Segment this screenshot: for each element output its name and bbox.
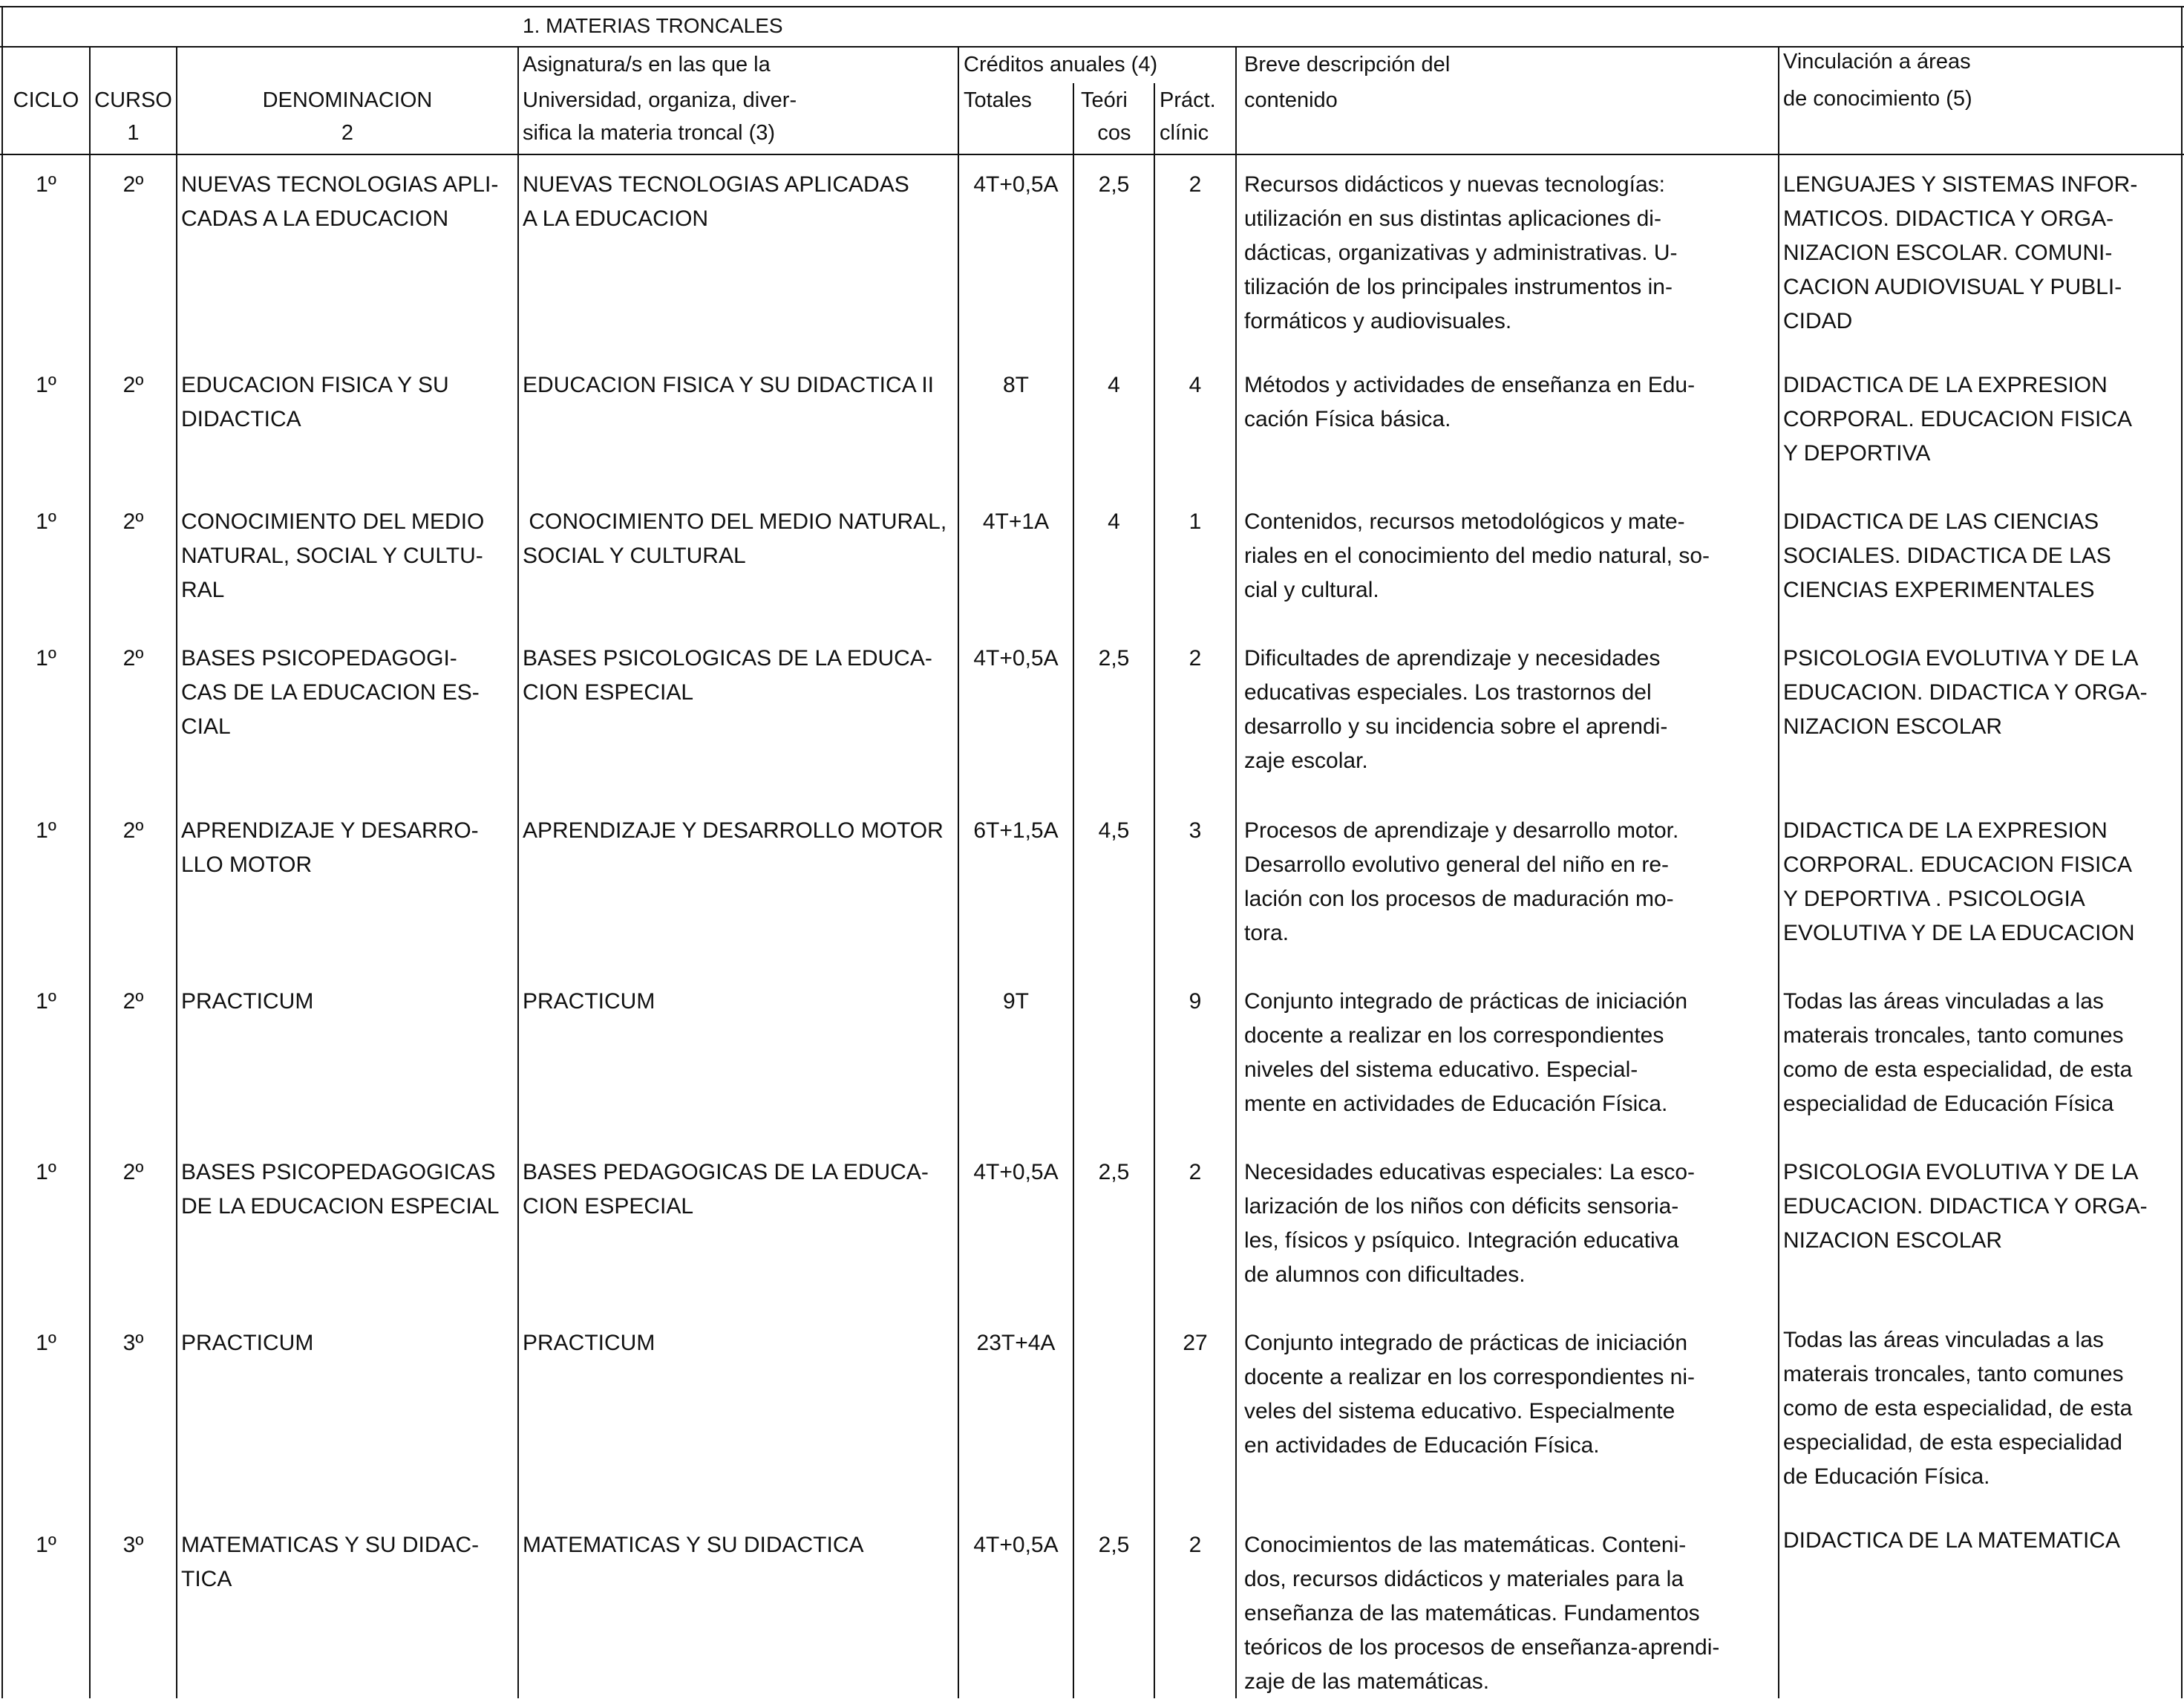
table-right-border: [2181, 6, 2183, 1698]
row-5-descripcion: Procesos de aprendizaje y desarrollo motor. Desarrollo evolutivo general del niño en re- lación con los procesos de maduración mo- tora.: [1244, 818, 1679, 945]
row-5-teoricos: 4,5: [1098, 818, 1130, 843]
row-4-curso: 2º: [122, 646, 144, 671]
col-sep-practicos: [1235, 48, 1237, 1698]
row-5-totales: 6T+1,5A: [973, 818, 1059, 843]
row-9-totales: 4T+0,5A: [973, 1533, 1059, 1557]
row-1-curso: 2º: [122, 172, 144, 197]
row-5-ciclo: 1º: [36, 818, 56, 843]
row-2-practicos: 4: [1189, 373, 1202, 397]
table-top-border: [0, 6, 2184, 7]
row-8-curso: 3º: [122, 1331, 144, 1355]
row-5-vinculacion: DIDACTICA DE LA EXPRESION CORPORAL. EDUCACION FISICA Y DEPORTIVA . PSICOLOGIA EVOLUTIVA Y DE LA EDUCACION: [1783, 818, 2135, 945]
row-2-descripcion: Métodos y actividades de enseñanza en Edu- cación Física básica.: [1244, 373, 1696, 431]
row-4-totales: 4T+0,5A: [973, 646, 1059, 671]
row-2-totales: 8T: [1002, 373, 1029, 397]
row-3-ciclo: 1º: [36, 509, 56, 534]
row-5-denominacion: APRENDIZAJE Y DESARRO- LLO MOTOR: [181, 818, 479, 877]
row-9-practicos: 2: [1189, 1533, 1202, 1557]
row-7-totales: 4T+0,5A: [973, 1160, 1059, 1184]
row-1-asignatura: NUEVAS TECNOLOGIAS APLICADAS A LA EDUCACION: [523, 172, 909, 231]
row-7-ciclo: 1º: [36, 1160, 56, 1184]
row-5-curso: 2º: [122, 818, 144, 843]
col-sep-denominacion: [517, 48, 519, 1698]
col-sep-descripcion: [1778, 48, 1779, 1698]
row-2-vinculacion: DIDACTICA DE LA EXPRESION CORPORAL. EDUCACION FISICA Y DEPORTIVA: [1783, 373, 2133, 466]
row-8-denominacion: PRACTICUM: [181, 1331, 314, 1355]
row-3-denominacion: CONOCIMIENTO DEL MEDIO NATURAL, SOCIAL Y CULTU- RAL: [181, 509, 485, 602]
row-6-totales: 9T: [1002, 989, 1029, 1014]
header-bottom-border: [0, 154, 2184, 155]
row-9-ciclo: 1º: [36, 1533, 56, 1557]
row-9-vinculacion: DIDACTICA DE LA MATEMATICA: [1783, 1528, 2120, 1553]
row-3-descripcion: Contenidos, recursos metodológicos y mate- riales en el conocimiento del medio natural, so- cial y cultural.: [1244, 509, 1710, 602]
header-vinculacion: Vinculación a áreas: [1783, 50, 1971, 74]
row-9-teoricos: 2,5: [1098, 1533, 1130, 1557]
header-curso: CURSO: [94, 88, 172, 112]
row-8-descripcion: Conjunto integrado de prácticas de iniciación docente a realizar en los correspondientes ni- veles del sistema educativo. Especialmente en actividades de Educación Física.: [1244, 1331, 1696, 1458]
header-descripcion: Breve descripción del: [1244, 53, 1451, 76]
col-sep-teoricos: [1154, 83, 1155, 1698]
row-3-practicos: 1: [1189, 509, 1202, 534]
row-2-denominacion: EDUCACION FISICA Y SU DIDACTICA: [181, 373, 449, 431]
row-1-practicos: 2: [1189, 172, 1202, 197]
row-8-ciclo: 1º: [36, 1331, 56, 1355]
row-6-denominacion: PRACTICUM: [181, 989, 314, 1014]
row-9-asignatura: MATEMATICAS Y SU DIDACTICA: [523, 1533, 864, 1557]
row-8-practicos: 27: [1183, 1331, 1208, 1355]
header-teoricos: Teóri: [1081, 88, 1128, 112]
header-asignatura-line-2: Universidad, organiza, diver-: [523, 88, 797, 112]
table-title: 1. MATERIAS TRONCALES: [523, 14, 783, 37]
col-sep-asignatura: [958, 48, 959, 1698]
row-4-practicos: 2: [1189, 646, 1202, 671]
row-5-asignatura: APRENDIZAJE Y DESARROLLO MOTOR: [523, 818, 944, 843]
header-descripcion-line-2: contenido: [1244, 88, 1338, 112]
header-curso-number: 1: [127, 121, 140, 145]
row-6-curso: 2º: [122, 989, 144, 1014]
row-8-asignatura: PRACTICUM: [523, 1331, 655, 1355]
col-sep-ciclo: [89, 48, 91, 1698]
header-vinculacion-line-2: de conocimiento (5): [1783, 87, 1972, 111]
row-4-vinculacion: PSICOLOGIA EVOLUTIVA Y DE LA EDUCACION. DIDACTICA Y ORGA- NIZACION ESCOLAR: [1783, 646, 2148, 739]
row-5-practicos: 3: [1189, 818, 1202, 843]
row-3-totales: 4T+1A: [982, 509, 1050, 534]
row-7-asignatura: BASES PEDAGOGICAS DE LA EDUCA- CION ESPECIAL: [523, 1160, 929, 1219]
row-1-vinculacion: LENGUAJES Y SISTEMAS INFOR- MATICOS. DIDACTICA Y ORGA- NIZACION ESCOLAR. COMUNI- CACION AUDIOVISUAL Y PUBLI- CIDAD: [1783, 172, 2138, 333]
row-2-asignatura: EDUCACION FISICA Y SU DIDACTICA II: [523, 373, 935, 397]
row-1-descripcion: Recursos didácticos y nuevas tecnologías: utilización en sus distintas aplicaciones di- dácticas, organizativas y administrativas. U- tilización de los principales instrumentos in- formáticos y audiovisuales.: [1244, 172, 1678, 333]
row-1-denominacion: NUEVAS TECNOLOGIAS APLI- CADAS A LA EDUCACION: [181, 172, 499, 231]
header-asignatura-line-1: Asignatura/s en las que la: [523, 53, 771, 76]
row-7-curso: 2º: [122, 1160, 144, 1184]
row-8-totales: 23T+4A: [976, 1331, 1056, 1355]
row-3-teoricos: 4: [1108, 509, 1120, 534]
row-3-asignatura: CONOCIMIENTO DEL MEDIO NATURAL, SOCIAL Y CULTURAL: [523, 509, 947, 568]
header-denominacion: DENOMINACION: [262, 88, 433, 112]
header-denominacion-number: 2: [341, 121, 354, 145]
row-3-vinculacion: DIDACTICA DE LAS CIENCIAS SOCIALES. DIDACTICA DE LAS CIENCIAS EXPERIMENTALES: [1783, 509, 2111, 602]
row-7-vinculacion: PSICOLOGIA EVOLUTIVA Y DE LA EDUCACION. DIDACTICA Y ORGA- NIZACION ESCOLAR: [1783, 1160, 2148, 1253]
row-4-teoricos: 2,5: [1098, 646, 1130, 671]
row-7-descripcion: Necesidades educativas especiales: La esco- larización de los niños con déficits sensoria- les, físicos y psíquico. Integración educativa de alumnos con dificultades.: [1244, 1160, 1696, 1287]
row-9-curso: 3º: [122, 1533, 144, 1557]
row-2-curso: 2º: [122, 373, 144, 397]
header-teoricos-line-2: cos: [1097, 121, 1131, 145]
header-asignatura-line-3: sifica la materia troncal (3): [523, 121, 776, 145]
row-4-denominacion: BASES PSICOPEDAGOGI- CAS DE LA EDUCACION ES- CIAL: [181, 646, 480, 739]
row-7-teoricos: 2,5: [1098, 1160, 1130, 1184]
row-2-ciclo: 1º: [36, 373, 56, 397]
header-ciclo: CICLO: [13, 88, 79, 112]
row-6-ciclo: 1º: [36, 989, 56, 1014]
header-practicos: Práct.: [1160, 88, 1216, 112]
row-9-denominacion: MATEMATICAS Y SU DIDAC- TICA: [181, 1533, 480, 1591]
row-7-denominacion: BASES PSICOPEDAGOGICAS DE LA EDUCACION ESPECIAL: [181, 1160, 500, 1219]
row-8-vinculacion: Todas las áreas vinculadas a las materais troncales, tanto comunes como de esta especialidad, de esta especialidad, de esta especialidad de Educación Física.: [1783, 1328, 2133, 1489]
col-sep-totales: [1073, 83, 1074, 1698]
table-left-border: [1, 6, 3, 1698]
row-2-teoricos: 4: [1108, 373, 1120, 397]
row-6-asignatura: PRACTICUM: [523, 989, 655, 1014]
row-6-vinculacion: Todas las áreas vinculadas a las materais troncales, tanto comunes como de esta especialidad, de esta especialidad de Educación Física: [1783, 989, 2133, 1116]
row-3-curso: 2º: [122, 509, 144, 534]
row-7-practicos: 2: [1189, 1160, 1202, 1184]
header-creditos: Créditos anuales (4): [964, 53, 1158, 76]
row-9-descripcion: Conocimientos de las matemáticas. Conteni- dos, recursos didácticos y materiales para la enseñanza de las matemáticas. Fundamentos teóricos de los procesos de enseñanza-aprendi- zaje de las matemáticas.: [1244, 1533, 1720, 1694]
row-4-descripcion: Dificultades de aprendizaje y necesidades educativas especiales. Los trastornos del desarrollo y su incidencia sobre el aprendi- zaje escolar.: [1244, 646, 1668, 773]
row-4-asignatura: BASES PSICOLOGICAS DE LA EDUCA- CION ESPECIAL: [523, 646, 932, 705]
row-1-teoricos: 2,5: [1098, 172, 1130, 197]
header-totales: Totales: [964, 88, 1032, 112]
header-practicos-line-2: clínic: [1160, 121, 1209, 145]
row-4-ciclo: 1º: [36, 646, 56, 671]
row-6-descripcion: Conjunto integrado de prácticas de iniciación docente a realizar en los correspondientes niveles del sistema educativo. Especial- mente en actividades de Educación Física.: [1244, 989, 1688, 1116]
col-sep-curso: [176, 48, 177, 1698]
row-6-practicos: 9: [1189, 989, 1202, 1014]
row-1-ciclo: 1º: [36, 172, 56, 197]
row-1-totales: 4T+0,5A: [973, 172, 1059, 197]
